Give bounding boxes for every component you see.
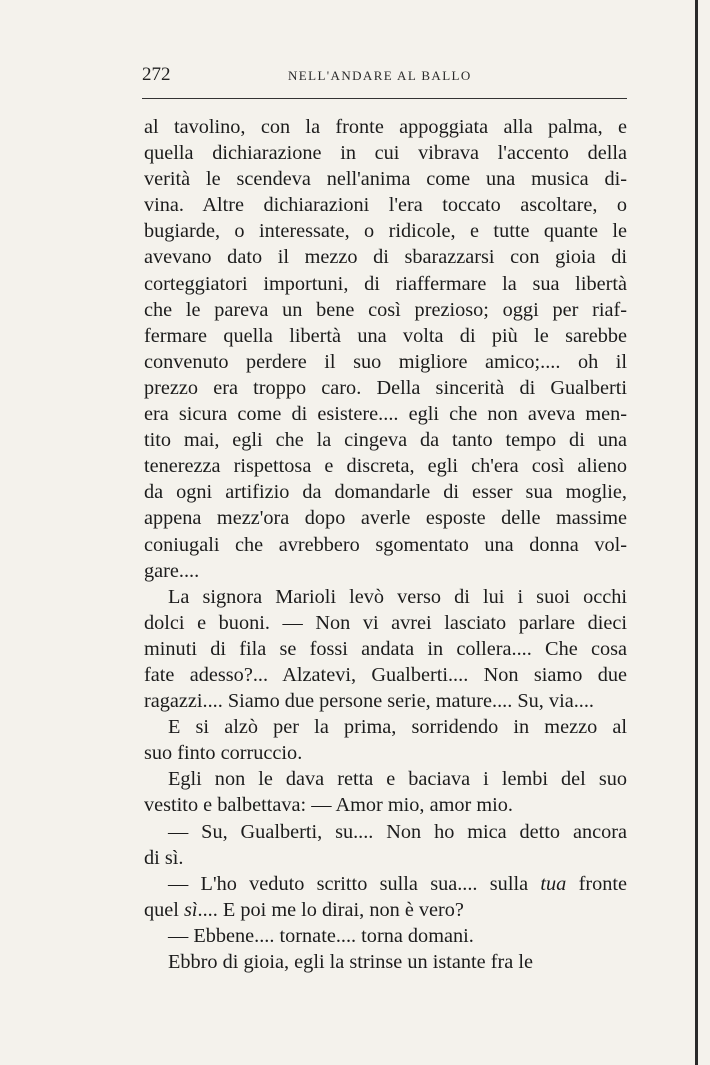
text-line: che le pareva un bene così prezioso; oggi per riaf- [144, 298, 627, 321]
text-line: Ebbro di gioia, egli la strinse un istante fra le [168, 951, 533, 973]
text-line: vestito e balbettava: — Amor mio, amor mio. [144, 794, 513, 817]
text-line: tito mai, egli che la cingeva da tanto tempo di una [144, 429, 627, 452]
text-line: corteggiatori importuni, di riaffermare la sua libertà [144, 272, 627, 295]
paragraph [144, 923, 627, 949]
body-text [144, 114, 627, 975]
text-line: tenerezza rispettosa e discreta, egli ch'era così alieno [144, 455, 627, 478]
text-line: ragazzi.... Siamo due persone serie, mature.... Su, via.... [144, 690, 594, 713]
text-line: suo finto corruccio. [144, 742, 303, 765]
text-line: era sicura come di esistere.... egli che non aveva men- [144, 403, 627, 426]
text-line: Egli non le dava retta e baciava i lembi del suo [168, 768, 627, 791]
text-line: quel sì.... E poi me lo dirai, non è vero? [144, 898, 464, 921]
text-line: avevano dato il mezzo di sbarazzarsi con gioia di [144, 246, 627, 269]
text-line: minuti di fila se fossi andata in collera.... Che cosa [144, 637, 627, 660]
text-line: verità le scendeva nell'anima come una musica di- [144, 168, 627, 191]
text-line: appena mezz'ora dopo averle esposte delle massime [144, 507, 627, 530]
paragraph [144, 714, 627, 766]
text-line: — L'ho veduto scritto sulla sua.... sulla tua fronte [168, 872, 627, 895]
text-line: gare.... [144, 559, 200, 582]
text-line: E si alzò per la prima, sorridendo in mezzo al [168, 716, 627, 739]
text-line: convenuto perdere il suo migliore amico;.... oh il [144, 350, 627, 373]
text-line: — Su, Gualberti, su.... Non ho mica detto ancora [168, 820, 627, 843]
text-line: — Ebbene.... tornate.... torna domani. [168, 924, 474, 947]
paragraph [144, 871, 627, 923]
paragraph [144, 949, 627, 975]
text-line: di sì. [144, 846, 184, 869]
text-line: vina. Altre dichiarazioni l'era toccato ascoltare, o [144, 194, 627, 217]
text-line: da ogni artifizio da domandarle di esser sua moglie, [144, 481, 627, 504]
paragraph [144, 766, 627, 818]
text-line: bugiarde, o interessate, o ridicole, e tutte quante le [144, 220, 627, 243]
paragraph [144, 819, 627, 871]
paragraph [144, 114, 627, 584]
running-title: NELL'ANDARE AL BALLO [288, 68, 472, 83]
text-line: quella dichiarazione in cui vibrava l'accento della [144, 142, 627, 165]
text-line: La signora Marioli levò verso di lui i suoi occhi [168, 585, 627, 608]
text-line: dolci e buoni. — Non vi avrei lasciato parlare dieci [144, 611, 627, 634]
text-line: coniugali che avrebbero sgomentato una donna vol- [144, 533, 627, 556]
page-number: 272 [142, 64, 171, 85]
text-line: fate adesso?... Alzatevi, Gualberti.... Non siamo due [144, 663, 627, 686]
text-line: prezzo era troppo caro. Della sincerità di Gualberti [144, 376, 627, 399]
page-edge-shadow [695, 0, 698, 1065]
header-rule [142, 98, 627, 99]
page-header [142, 64, 627, 88]
text-line: fermare quella libertà una volta di più le sarebbe [144, 324, 627, 347]
text-line: al tavolino, con la fronte appoggiata alla palma, e [144, 116, 627, 138]
paragraph [144, 584, 627, 714]
